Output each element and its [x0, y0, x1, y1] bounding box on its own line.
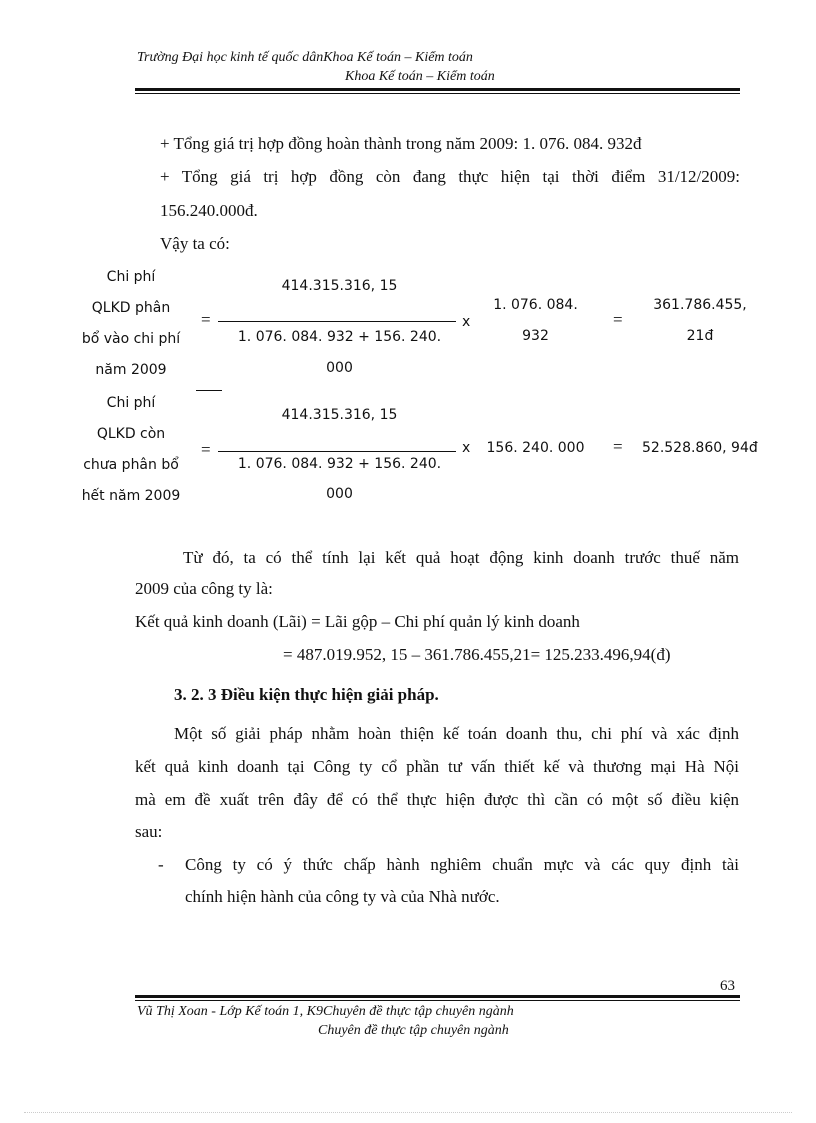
paragraph-recalculate-cont: 2009 của công ty là: — [135, 579, 273, 598]
page-edge — [24, 1112, 792, 1113]
formula1-equals: = — [201, 310, 211, 329]
formula2-label-line: QLKD còn — [96, 426, 166, 442]
formula1-numerator: 414.315.316, 15 — [281, 278, 398, 294]
formula1-equals-2: = — [613, 310, 623, 329]
formula1-multiplier: 1. 076. 084. — [493, 297, 578, 313]
paragraph-business-result: Kết quả kinh doanh (Lãi) = Lãi gộp – Chi phí quản lý kinh doanh — [135, 612, 580, 631]
formula2-result: 52.528.860, 94đ — [642, 440, 758, 456]
formula2-multiplier: 156. 240. 000 — [486, 440, 585, 456]
page-number: 63 — [720, 978, 735, 994]
paragraph-ongoing-value: 156.240.000đ. — [160, 201, 258, 220]
formula1-label-line: QLKD phân — [91, 300, 171, 316]
bullet-item-line1: Công ty có ý thức chấp hành nghiêm chuẩn mực và các quy định tài — [185, 855, 739, 874]
footer-line-1: Vũ Thị Xoan - Lớp Kế toán 1, K9Chuyên đề thực tập chuyên ngành — [137, 1004, 514, 1019]
paragraph-therefore: Vậy ta có: — [160, 234, 230, 253]
paragraph-solutions-line2: kết quả kinh doanh tại Công ty cổ phần tư vấn thiết kế và thương mại Hà Nội — [135, 757, 739, 776]
paragraph-solutions-line3: mà em đề xuất trên đây để có thể thực hiện được thì cần có một số điều kiện — [135, 790, 739, 809]
formula2-label — [66, 388, 196, 512]
formula2-times: x — [462, 440, 471, 456]
formula2-label-line: chưa phân bổ — [83, 457, 179, 473]
section-heading: 3. 2. 3 Điều kiện thực hiện giải pháp. — [174, 685, 439, 704]
formula1-denominator-cont: 000 — [326, 360, 353, 376]
formula1-label — [66, 262, 196, 386]
bullet-dash: - — [158, 855, 164, 874]
formula1-label-line: Chi phí — [106, 269, 156, 285]
formula2-label-line: hết năm 2009 — [81, 488, 181, 504]
formula1-label-line: năm 2009 — [95, 362, 167, 378]
formula2-denominator-cont: 000 — [326, 486, 353, 502]
formula2-fraction-bar — [218, 451, 456, 452]
header-rule-thin — [135, 93, 740, 94]
paragraph-solutions: Một số giải pháp nhằm hoàn thiện kế toán doanh thu, chi phí và xác định — [174, 724, 739, 743]
footer-rule-thick — [135, 995, 740, 998]
formula2-numerator: 414.315.316, 15 — [281, 407, 398, 423]
formula2-label-line: Chi phí — [106, 395, 156, 411]
formula1-result-cont: 21đ — [686, 328, 714, 344]
formula2-denominator: 1. 076. 084. 932 + 156. 240. — [237, 456, 442, 472]
header-line-2: Khoa Kế toán – Kiểm toán — [345, 69, 495, 84]
separator-dash — [196, 390, 222, 391]
formula2-equals-2: = — [613, 437, 623, 456]
footer-rule-thin — [135, 1000, 740, 1001]
formula1-result: 361.786.455, — [653, 297, 747, 313]
paragraph-recalculate: Từ đó, ta có thể tính lại kết quả hoạt động kinh doanh trước thuế năm — [183, 548, 739, 567]
formula1-denominator: 1. 076. 084. 932 + 156. 240. — [237, 329, 442, 345]
paragraph-ongoing-contracts: + Tổng giá trị hợp đồng còn đang thực hiện tại thời điểm 31/12/2009: — [160, 167, 740, 186]
header-rule-thick — [135, 88, 740, 91]
paragraph-completed-contracts: + Tổng giá trị hợp đồng hoàn thành trong năm 2009: 1. 076. 084. 932đ — [160, 134, 642, 153]
paragraph-business-result-calc: = 487.019.952, 15 – 361.786.455,21= 125.233.496,94(đ) — [283, 645, 671, 664]
formula1-fraction-bar — [218, 321, 456, 322]
formula1-multiplier-cont: 932 — [522, 328, 549, 344]
bullet-item-line2: chính hiện hành của công ty và của Nhà nước. — [185, 887, 500, 906]
footer-line-2: Chuyên đề thực tập chuyên ngành — [318, 1023, 509, 1038]
formula2-equals: = — [201, 440, 211, 459]
header-line-1: Trường Đại học kinh tế quốc dânKhoa Kế toán – Kiểm toán — [137, 50, 473, 65]
formula1-label-line: bổ vào chi phí — [81, 331, 181, 347]
paragraph-solutions-line4: sau: — [135, 822, 163, 841]
formula1-times: x — [462, 314, 471, 330]
